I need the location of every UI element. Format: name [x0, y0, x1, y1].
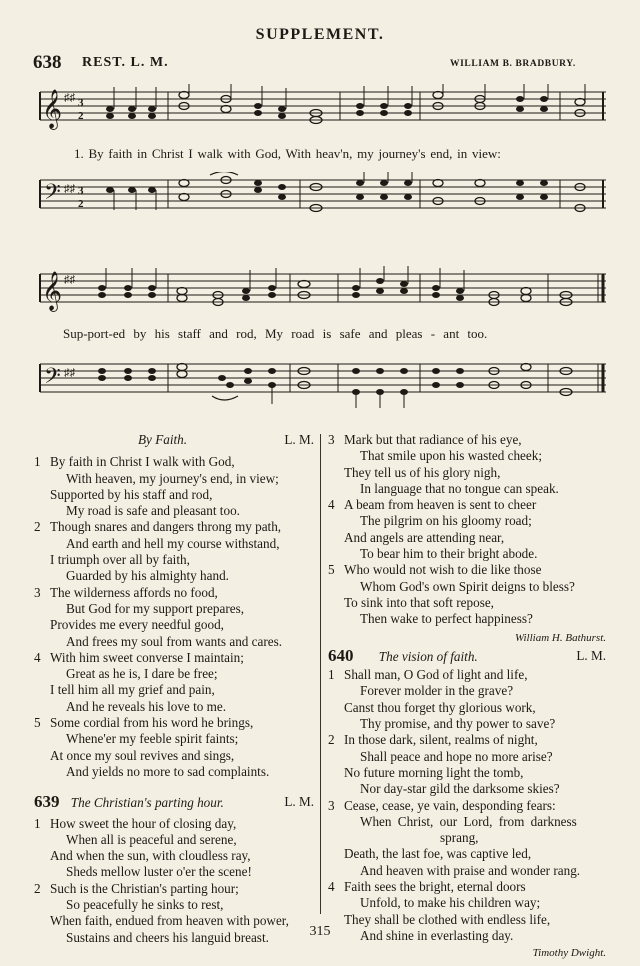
verse-line: My road is safe and pleasant too.	[66, 503, 240, 519]
verse-line: So peacefully he sinks to rest,	[66, 897, 224, 913]
verse	[328, 667, 606, 732]
verse-number: 2	[34, 519, 41, 535]
verse-number: 4	[34, 649, 41, 665]
verse-line: With him sweet converse I maintain;	[50, 649, 244, 665]
verse-line: Whom God's own Spirit deigns to bless?	[360, 578, 575, 594]
verse-line: And heaven with praise and wonder rang.	[360, 862, 581, 878]
verse	[34, 454, 314, 519]
svg-text:𝄞: 𝄞	[42, 89, 63, 129]
composer-name: WILLIAM B. BRADBURY.	[450, 59, 576, 69]
hymn-639-author: William H. Bathurst.	[514, 631, 606, 644]
verse-number: 3	[328, 432, 335, 447]
hymn-number-640: 640	[328, 645, 354, 665]
verse-line: In language that no tongue can speak.	[360, 480, 559, 496]
verse-line: Who would not wish to die like those	[344, 562, 542, 578]
verse-line: And frees my soul from wants and cares.	[66, 633, 283, 649]
verse-line: Sustains and cheers his languid breast.	[66, 929, 269, 945]
tune-name: REST. L. M.	[82, 55, 169, 70]
verse-line: Then wake to perfect happiness?	[360, 611, 533, 627]
verse-line: That smile upon his wasted cheek;	[360, 448, 543, 464]
music-staff-system2-treble	[0, 266, 640, 322]
svg-text:3: 3	[78, 97, 84, 109]
music-staff-system2-bass	[0, 356, 640, 412]
verse-line: A beam from heaven is sent to cheer	[344, 497, 537, 513]
verse-line: Though snares and dangers throng my path,	[50, 519, 282, 535]
verse-number: 4	[328, 497, 335, 513]
verse-line: Death, the last foe, was captive led,	[344, 846, 532, 862]
verse-line: And when the sun, with cloudless ray,	[50, 848, 251, 864]
verse	[328, 798, 606, 879]
verse-line: And yields no more to sad complaints.	[66, 763, 270, 779]
verse-number: 5	[328, 562, 335, 578]
verse-line: Shall man, O God of light and life,	[344, 667, 528, 683]
verse-line: Faith sees the bright, eternal doors	[344, 879, 526, 895]
verse-number: 2	[34, 880, 41, 896]
column-divider	[320, 434, 321, 914]
verse	[34, 650, 314, 715]
verse-line: With heaven, my journey's end, in view;	[66, 470, 279, 486]
verse-number: 1	[34, 815, 41, 831]
svg-text:3: 3	[78, 185, 84, 197]
verse-line: Mark but that radiance of his eye,	[344, 432, 522, 447]
hymn-640-author: Timothy Dwight.	[532, 947, 606, 960]
verse-line: sprang,	[440, 830, 479, 846]
verse-line: Supported by his staff and rod,	[50, 486, 213, 502]
verse-line: Great as he is, I dare be free;	[66, 666, 218, 682]
svg-text:♯♯: ♯♯	[64, 367, 75, 379]
verse	[34, 585, 314, 650]
verse-line: Nor day-star gild the darksome skies?	[360, 781, 560, 797]
hymn-639-title: The Christian's parting hour.	[70, 795, 224, 811]
verse-line: I triumph over all by faith,	[50, 552, 190, 568]
section-title: SUPPLEMENT.	[255, 26, 385, 43]
verse-number: 1	[34, 454, 41, 470]
verse-line: No future morning light the tomb,	[344, 764, 524, 780]
verse-line: By faith in Christ I walk with God,	[50, 454, 235, 470]
verse-line: To bear him to their bright abode.	[360, 546, 538, 562]
svg-text:𝄢: 𝄢	[44, 364, 61, 394]
verse-line: Shall peace and hope no more arise?	[360, 748, 553, 764]
verse-line: Guarded by his almighty hand.	[66, 568, 229, 584]
verse-line: And shine in everlasting day.	[360, 927, 514, 943]
verse	[328, 562, 606, 627]
music-staff-system1-bass	[0, 172, 640, 222]
verse-line: They tell us of his glory nigh,	[344, 464, 501, 480]
verse-number: 4	[328, 879, 335, 895]
lyric-line-1: 1. By faith in Christ I walk with God, With heav'n, my journey's end, in view:	[74, 146, 501, 161]
verse-line: Whene'er my feeble spirit faints;	[66, 731, 239, 747]
hymn-639-meter: L. M.	[284, 794, 314, 810]
verse	[34, 519, 314, 584]
verse	[34, 816, 314, 881]
verse-line: At once my soul revives and sings,	[50, 747, 235, 763]
svg-text:♯♯: ♯♯	[64, 183, 75, 195]
verse-line: To sink into that soft repose,	[344, 594, 494, 610]
verse-number: 2	[328, 732, 335, 748]
verse-line: Sheds mellow luster o'er the scene!	[66, 864, 252, 880]
hymn-number-639: 639	[34, 792, 60, 812]
verse-number: 1	[328, 667, 335, 683]
verse-line: But God for my support prepares,	[66, 600, 244, 616]
hymn-639-title-row	[34, 794, 314, 811]
verse	[328, 432, 606, 497]
verse-number: 5	[34, 715, 41, 731]
hymn-640-meter: L. M.	[576, 647, 606, 663]
verse-line: And angels are attending near,	[344, 529, 505, 545]
verse-line: In those dark, silent, realms of night,	[344, 732, 538, 748]
music-staff-system1-treble	[0, 84, 640, 140]
verse-line: When Christ, our Lord, from darkness	[360, 813, 577, 829]
hymn-638-title-row	[34, 432, 314, 448]
verse-line: And he reveals his love to me.	[66, 698, 227, 714]
hymn-638-meter: L. M.	[284, 432, 314, 447]
verse-line: I tell him all my grief and pain,	[50, 682, 215, 698]
svg-text:2: 2	[78, 110, 84, 122]
verse-line: They shall be clothed with endless life,	[344, 911, 551, 927]
verse-line: Thy promise, and thy power to save?	[360, 716, 556, 732]
verse-line: Forever molder in the grave?	[360, 683, 514, 699]
verse-line: And earth and hell my course withstand,	[66, 535, 280, 551]
verse-line: Unfold, to make his children way;	[360, 895, 541, 911]
verse-line: Canst thou forget thy glorious work,	[344, 699, 536, 715]
svg-text:♯♯: ♯♯	[64, 274, 75, 286]
right-column	[328, 432, 606, 962]
hymn-639-verses-right	[328, 432, 606, 628]
verse	[328, 497, 606, 562]
lyric-line-2: Sup-port-ed by his staff and rod, My road is safe and pleas - ant too.	[63, 326, 488, 341]
hymn-640-title: The vision of faith.	[378, 648, 478, 664]
verse-line: Such is the Christian's parting hour;	[50, 880, 239, 896]
verse-line: Some cordial from his word he brings,	[50, 715, 254, 731]
svg-text:𝄞: 𝄞	[42, 271, 63, 311]
hymn-640-title-row	[328, 645, 606, 665]
verse-line: The pilgrim on his gloomy road;	[360, 513, 532, 529]
svg-text:2: 2	[78, 198, 84, 210]
verse	[328, 732, 606, 797]
hymn-number-638: 638	[33, 52, 62, 73]
hymn-640-verses	[328, 667, 606, 944]
verse-line: Cease, cease, ye vain, desponding fears:	[344, 797, 556, 813]
verse-line: Provides me every needful good,	[50, 617, 224, 633]
page-number: 315	[309, 924, 331, 939]
verse	[34, 715, 314, 780]
verse-line: When faith, endued from heaven with power,	[50, 913, 289, 929]
verse-number: 3	[328, 797, 335, 813]
verse-line: When all is peaceful and serene,	[66, 831, 237, 847]
hymn-638-title: By Faith.	[138, 432, 188, 447]
verse-number: 3	[34, 584, 41, 600]
svg-text:𝄢: 𝄢	[44, 180, 61, 210]
svg-text:♯♯: ♯♯	[64, 92, 75, 104]
hymn-638-verses	[34, 454, 314, 780]
verse-line: The wilderness affords no food,	[50, 584, 218, 600]
left-column	[34, 432, 314, 946]
verse-line: How sweet the hour of closing day,	[50, 815, 237, 831]
